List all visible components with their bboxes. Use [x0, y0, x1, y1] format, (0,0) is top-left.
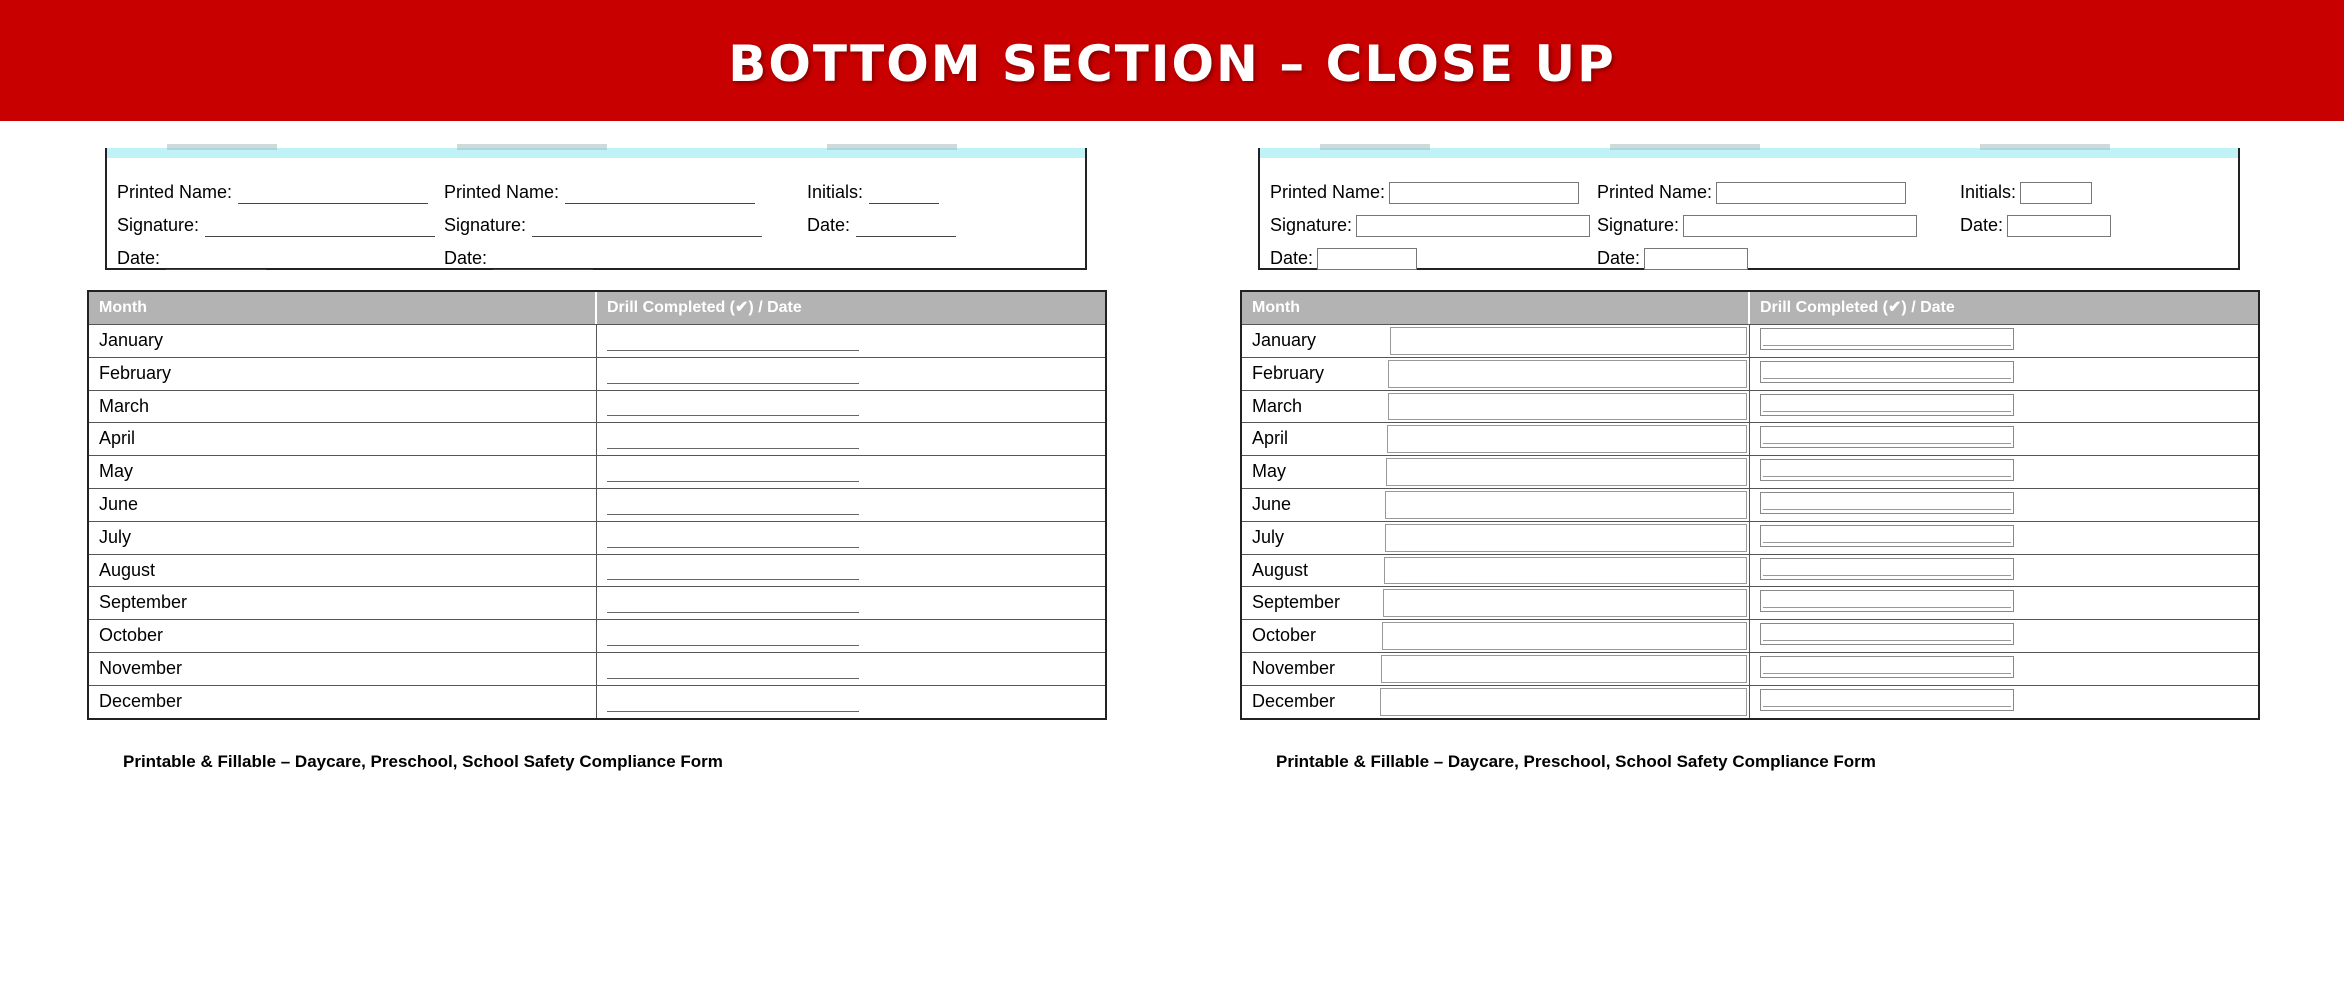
- table-row: [89, 488, 1105, 521]
- month-label: December: [89, 686, 597, 718]
- drill-date-field[interactable]: [1760, 361, 2014, 383]
- month-notes-field[interactable]: [1388, 393, 1747, 421]
- date-label: Date:: [1960, 215, 2004, 235]
- drill-date-blank[interactable]: [607, 481, 859, 482]
- month-notes-field[interactable]: [1380, 688, 1747, 716]
- footer-caption: Printable & Fillable – Daycare, Preschool, School Safety Compliance Form: [123, 752, 723, 771]
- month-label: November: [1252, 657, 1336, 678]
- printable-form-panel: [87, 148, 1107, 788]
- signature-column-2: [444, 176, 762, 275]
- table-row: [1242, 619, 2258, 652]
- drill-date-field[interactable]: [1760, 656, 2014, 678]
- drill-date-blank[interactable]: [607, 678, 859, 679]
- table-row: [1242, 652, 2258, 685]
- table-row: [1242, 521, 2258, 554]
- page-title: BOTTOM SECTION – CLOSE UP: [728, 34, 1616, 93]
- month-label: July: [89, 522, 597, 554]
- drill-column-header: Drill Completed (✔) / Date: [607, 299, 802, 316]
- month-label: October: [1252, 625, 1317, 646]
- footer-caption: Printable & Fillable – Daycare, Preschool, School Safety Compliance Form: [1276, 752, 1876, 771]
- drill-date-blank[interactable]: [607, 645, 859, 646]
- month-label: June: [1252, 493, 1292, 514]
- month-label: August: [89, 555, 597, 587]
- month-label: September: [1252, 592, 1341, 613]
- month-label: January: [1252, 330, 1317, 350]
- initials-blank[interactable]: [869, 181, 939, 204]
- drill-date-field[interactable]: [1760, 689, 2014, 711]
- printed-name-blank[interactable]: [565, 181, 755, 204]
- printed-name-field[interactable]: [1716, 182, 1906, 204]
- printed-name-field[interactable]: [1389, 182, 1579, 204]
- month-column-header: Month: [89, 292, 597, 324]
- drill-date-field[interactable]: [1760, 558, 2014, 580]
- month-label: February: [89, 358, 597, 390]
- table-row: [89, 521, 1105, 554]
- drill-log-table: [87, 290, 1107, 720]
- month-label: September: [89, 587, 597, 619]
- signature-field[interactable]: [1683, 215, 1917, 237]
- signature-blank[interactable]: [205, 214, 435, 237]
- signature-column-3: [807, 176, 956, 242]
- header-strip: [1260, 148, 2238, 158]
- drill-log-table: [1240, 290, 2260, 720]
- signature-field[interactable]: [1356, 215, 1590, 237]
- drill-date-field[interactable]: [1760, 459, 2014, 481]
- drill-date-field[interactable]: [1760, 492, 2014, 514]
- drill-date-blank[interactable]: [607, 547, 859, 548]
- table-row: [1242, 357, 2258, 390]
- printed-name-label: Printed Name:: [444, 182, 560, 202]
- signature-column-3: [1960, 176, 2111, 242]
- month-label: February: [1252, 362, 1325, 383]
- signature-column-1: [117, 176, 435, 275]
- month-label: October: [89, 620, 597, 652]
- month-notes-field[interactable]: [1384, 557, 1747, 585]
- drill-date-blank[interactable]: [607, 514, 859, 515]
- date-label: Date:: [444, 248, 488, 268]
- drill-date-blank[interactable]: [607, 350, 859, 351]
- title-banner: [0, 0, 2344, 121]
- signature-box: [105, 148, 1087, 270]
- printed-name-label: Printed Name:: [117, 182, 233, 202]
- month-label: August: [1252, 559, 1309, 580]
- table-row: [89, 586, 1105, 619]
- table-row: [1242, 422, 2258, 455]
- table-row: [89, 685, 1105, 718]
- drill-date-blank[interactable]: [607, 383, 859, 384]
- month-notes-field[interactable]: [1385, 491, 1747, 519]
- month-label: May: [1252, 461, 1287, 482]
- table-row: [1242, 488, 2258, 521]
- table-header: [1242, 292, 2258, 324]
- table-row: [1242, 554, 2258, 587]
- date-label: Date:: [1597, 248, 1641, 268]
- initials-label: Initials:: [807, 182, 864, 202]
- month-notes-field[interactable]: [1386, 458, 1747, 486]
- signature-label: Signature:: [444, 215, 527, 235]
- table-row: [89, 652, 1105, 685]
- table-header: [89, 292, 1105, 324]
- table-row: [89, 324, 1105, 357]
- month-label: March: [89, 391, 597, 423]
- signature-label: Signature:: [117, 215, 200, 235]
- signature-column-2: [1597, 176, 1917, 275]
- date-label: Date:: [1270, 248, 1314, 268]
- signature-box: [1258, 148, 2240, 270]
- drill-date-field[interactable]: [1760, 525, 2014, 547]
- month-label: April: [1252, 428, 1289, 449]
- date-blank[interactable]: [166, 247, 266, 270]
- month-label: March: [1252, 395, 1303, 416]
- table-row: [89, 554, 1105, 587]
- date-field[interactable]: [1317, 248, 1417, 270]
- month-label: December: [1252, 690, 1336, 711]
- date-blank[interactable]: [856, 214, 956, 237]
- initials-field[interactable]: [2020, 182, 2092, 204]
- month-notes-field[interactable]: [1383, 589, 1747, 617]
- drill-date-field[interactable]: [1760, 394, 2014, 416]
- drill-date-blank[interactable]: [607, 612, 859, 613]
- table-row: [89, 390, 1105, 423]
- table-row: [1242, 455, 2258, 488]
- drill-column-header: Drill Completed (✔) / Date: [1760, 299, 1955, 316]
- signature-blank[interactable]: [532, 214, 762, 237]
- month-label: May: [89, 456, 597, 488]
- month-label: January: [89, 325, 597, 357]
- initials-label: Initials:: [1960, 182, 2017, 202]
- printed-name-label: Printed Name:: [1597, 182, 1713, 202]
- month-notes-field[interactable]: [1387, 425, 1747, 453]
- month-label: July: [1252, 526, 1285, 547]
- month-column-header: Month: [1242, 292, 1750, 324]
- table-row: [1242, 390, 2258, 423]
- fillable-form-panel: [1240, 148, 2260, 788]
- signature-label: Signature:: [1270, 215, 1353, 235]
- month-notes-field[interactable]: [1388, 360, 1747, 388]
- month-label: November: [89, 653, 597, 685]
- table-row: [89, 357, 1105, 390]
- drill-date-field[interactable]: [1760, 623, 2014, 645]
- drill-date-field[interactable]: [1760, 328, 2014, 350]
- date-label: Date:: [117, 248, 161, 268]
- signature-column-1: [1270, 176, 1590, 275]
- drill-date-field[interactable]: [1760, 426, 2014, 448]
- printed-name-blank[interactable]: [238, 181, 428, 204]
- month-label: April: [89, 423, 597, 455]
- month-notes-field[interactable]: [1390, 327, 1747, 355]
- drill-date-blank[interactable]: [607, 448, 859, 449]
- date-blank[interactable]: [493, 247, 593, 270]
- date-field[interactable]: [2007, 215, 2111, 237]
- table-row: [1242, 324, 2258, 357]
- date-field[interactable]: [1644, 248, 1748, 270]
- drill-date-blank[interactable]: [607, 415, 859, 416]
- table-row: [1242, 586, 2258, 619]
- signature-label: Signature:: [1597, 215, 1680, 235]
- month-notes-field[interactable]: [1381, 655, 1747, 683]
- month-label: June: [89, 489, 597, 521]
- table-row: [89, 455, 1105, 488]
- table-row: [89, 619, 1105, 652]
- drill-date-field[interactable]: [1760, 590, 2014, 612]
- month-notes-field[interactable]: [1382, 622, 1747, 650]
- table-row: [1242, 685, 2258, 718]
- table-row: [89, 422, 1105, 455]
- drill-date-blank[interactable]: [607, 711, 859, 712]
- month-notes-field[interactable]: [1385, 524, 1747, 552]
- header-strip: [107, 148, 1085, 158]
- date-label: Date:: [807, 215, 851, 235]
- printed-name-label: Printed Name:: [1270, 182, 1386, 202]
- drill-date-blank[interactable]: [607, 579, 859, 580]
